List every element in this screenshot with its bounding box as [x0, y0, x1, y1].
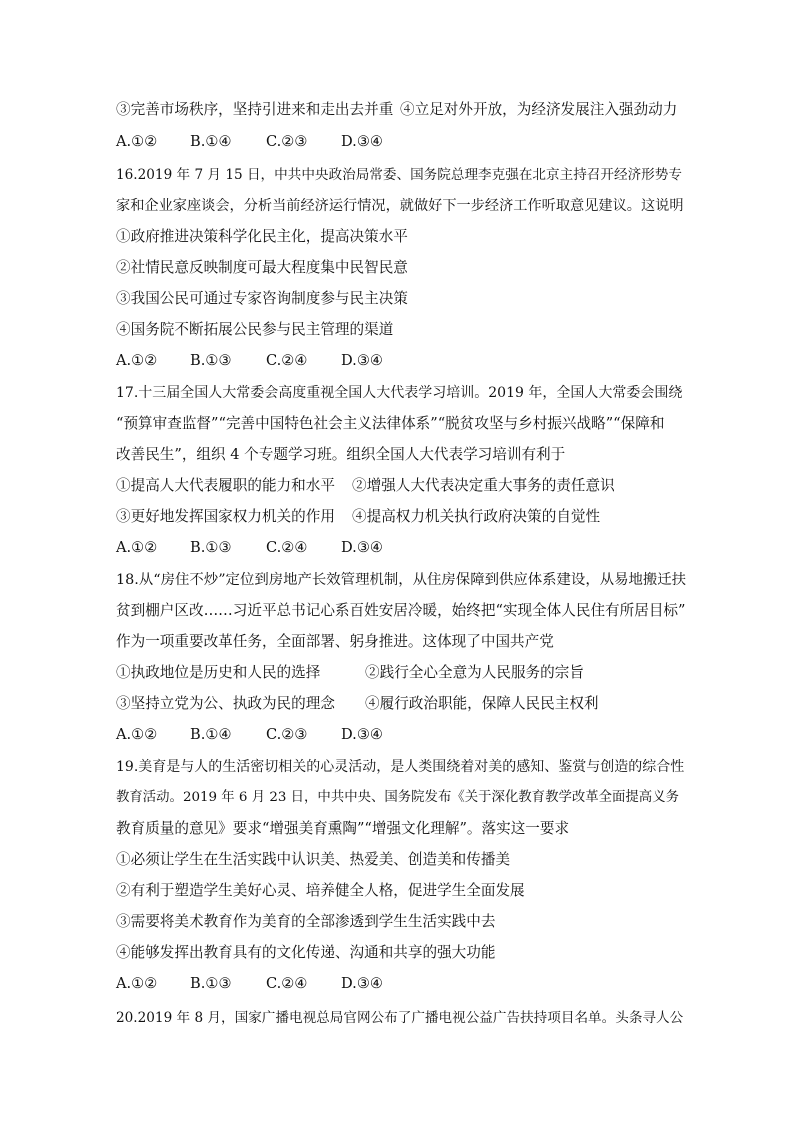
q17-stem-line-3: 改善民生”，组织 4 个专题学习班。组织全国人大代表学习培训有利于 [116, 446, 566, 463]
q18-item-1: ①执政地位是历史和人民的选择 [116, 664, 321, 681]
q19-item-1: ①必须让学生在生活实践中认识美、热爱美、创造美和传播美 [116, 851, 511, 868]
q15-answer-d: D.③④ [341, 133, 383, 150]
q18-item-4: ④履行政治职能，保障人民民主权利 [365, 695, 599, 712]
q18-item-2: ②践行全心全意为人民服务的宗旨 [365, 664, 584, 681]
q18-stem-line-1: 18.从“房住不炒”定位到房地产长效管理机制，从住房保障到供应体系建设，从易地搬迁扶 [116, 572, 686, 588]
q17-item-1: ①提高人大代表履职的能力和水平 [116, 477, 335, 494]
q19-answer-b: B.①③ [190, 975, 232, 992]
q19-answer-a: A.①② [116, 975, 158, 992]
q16-answer-c: C.②④ [266, 352, 308, 369]
q17-item-3: ③更好地发挥国家权力机关的作用 [116, 508, 335, 525]
q17-answer-d: D.③④ [341, 539, 383, 556]
q18-answer-d: D.③④ [341, 726, 383, 743]
q17-stem-line-2: “预算审查监督”“完善中国特色社会主义法律体系”“脱贫攻坚与乡村振兴战略”“保障和 [116, 415, 665, 432]
q17-answer-a: A.①② [116, 539, 158, 556]
q16-item-1: ①政府推进决策科学化民主化，提高决策水平 [116, 228, 408, 245]
q18-stem-line-3: 作为一项重要改革任务，全面部署、躬身推进。这体现了中国共产党 [116, 633, 554, 650]
q19-stem-line-2: 教育活动。2019 年 6 月 23 日，中共中央、国务院发布《关于深化教育教学改革全面提高义务 [116, 790, 679, 805]
q16-answer-b: B.①③ [190, 352, 232, 369]
q19-item-4: ④能够发挥出教育具有的文化传递、沟通和共享的强大功能 [116, 944, 496, 961]
q15-item-3: ③完善市场秩序，坚持引进来和走出去并重 [116, 101, 394, 118]
q16-answer-d: D.③④ [341, 352, 383, 369]
q19-item-2: ②有利于塑造学生美好心灵、培养健全人格，促进学生全面发展 [116, 882, 525, 899]
q18-answer-c: C.②③ [266, 726, 308, 743]
q15-answer-a: A.①② [116, 133, 158, 150]
q16-stem-line-1: 16.2019 年 7 月 15 日，中共中央政治局常委、国务院总理李克强在北京主持召开经济形势专 [116, 167, 682, 183]
q19-answer-c: C.②④ [266, 975, 308, 992]
q17-item-2: ②增强人大代表决定重大事务的责任意识 [352, 477, 615, 494]
q16-item-2: ②社情民意反映制度可最大程度集中民智民意 [116, 259, 408, 276]
q18-answer-b: B.①④ [190, 726, 232, 743]
q16-item-3: ③我国公民可通过专家咨询制度参与民主决策 [116, 290, 408, 307]
q19-stem-line-1: 19.美育是与人的生活密切相关的心灵活动，是人类围绕着对美的感知、鉴赏与创造的综合性 [116, 759, 685, 775]
q15-item-4: ④立足对外开放，为经济发展注入强劲动力 [400, 101, 678, 118]
q17-stem-line-1: 17.十三届全国人大常委会高度重视全国人大代表学习培训。2019 年，全国人大常委会围绕 [116, 385, 683, 401]
q15-answer-b: B.①④ [190, 133, 232, 150]
q17-answer-b: B.①③ [190, 539, 232, 556]
q18-answer-a: A.①② [116, 726, 158, 743]
q20-stem-line-1: 20.2019 年 8 月，国家广播电视总局官网公布了广播电视公益广告扶持项目名单。头条寻人公 [116, 1010, 684, 1026]
q19-stem-line-3: 教育质量的意见》要求“增强美育熏陶”“增强文化理解”。落实这一要求 [116, 820, 570, 837]
q18-item-3: ③坚持立党为公、执政为民的理念 [116, 695, 335, 712]
q16-item-4: ④国务院不断拓展公民参与民主管理的渠道 [116, 321, 394, 338]
q16-stem-line-2: 家和企业家座谈会，分析当前经济运行情况，就做好下一步经济工作听取意见建议。这说明 [116, 198, 684, 214]
q16-answer-a: A.①② [116, 352, 158, 369]
q18-stem-line-2: 贫到棚户区改……习近平总书记心系百姓安居冷暖，始终把“实现全体人民住有所居目标” [116, 602, 686, 619]
q19-answer-d: D.③④ [341, 975, 383, 992]
q19-item-3: ③需要将美术教育作为美育的全部渗透到学生生活实践中去 [116, 913, 496, 930]
q17-answer-c: C.②④ [266, 539, 308, 556]
q17-item-4: ④提高权力机关执行政府决策的自觉性 [352, 508, 601, 525]
q15-answer-c: C.②③ [266, 133, 308, 150]
